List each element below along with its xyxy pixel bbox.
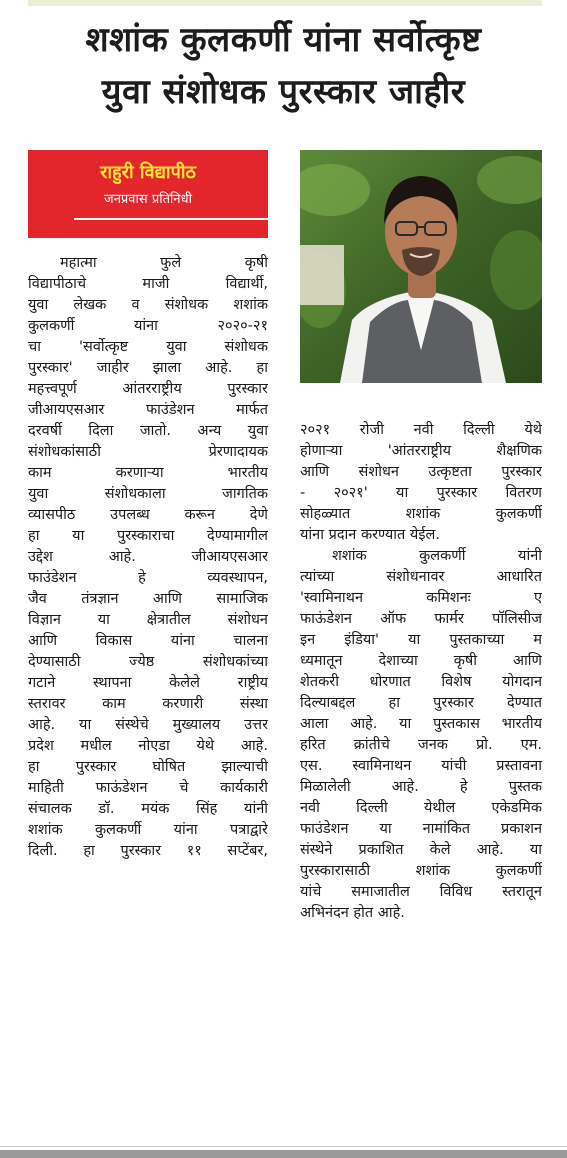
- article-line: विद्यापीठाचे माजी विद्यार्थी,: [28, 276, 268, 292]
- article-line: प्रदेश मधील नोएडा येथे आहे.: [28, 738, 268, 754]
- article-line: शशांक कुलकर्णी यांना पत्राद्वारे: [28, 822, 268, 838]
- article-line: युवा लेखक व संशोधक शशांक: [28, 297, 268, 313]
- article-line: महात्मा फुले कृषी: [60, 255, 268, 271]
- article-line: २०२१ रोजी नवी दिल्ली येथे: [300, 422, 542, 438]
- article-line: दिल्याबद्दल हा पुरस्कार देण्यात: [300, 695, 542, 711]
- article-line: त्यांच्या संशोधनावर आधारित: [300, 569, 542, 585]
- article-line: होणाऱ्या 'आंतरराष्ट्रीय शैक्षणिक: [300, 443, 542, 459]
- article-column-right: [300, 420, 542, 924]
- article-line: चा 'सर्वोत्कृष्ट युवा संशोधक: [28, 339, 268, 355]
- article-line: शशांक कुलकर्णी यांनी: [332, 548, 542, 564]
- article-line: फाऊंडेशन ऑफ फार्मर पॉलिसीज: [300, 611, 542, 627]
- article-line: विज्ञान या क्षेत्रातील संशोधन: [28, 612, 268, 628]
- article-line: पुरस्कार' जाहीर झाला आहे. हा: [28, 360, 268, 376]
- portrait-photo: [300, 150, 542, 383]
- article-line: फाउंडेशन या नामांकित प्रकाशन: [300, 821, 542, 837]
- article-line: मिळालेली आहे. हे पुस्तक: [300, 779, 542, 795]
- dateline-byline: जनप्रवास प्रतिनिधी: [104, 192, 192, 207]
- article-line: अभिनंदन होत आहे.: [300, 905, 405, 921]
- article-line: संशोधकांसाठी प्रेरणादायक: [28, 444, 268, 460]
- article-line: सोहळ्यात शशांक कुलकर्णी: [300, 506, 542, 522]
- bottom-divider-thin: [0, 1146, 567, 1147]
- article-column-left: [28, 253, 268, 862]
- article-line: इन इंडिया' या पुस्तकाच्या म: [300, 632, 542, 648]
- article-line: ध्यमातून देशाच्या कृषी आणि: [300, 653, 542, 669]
- article-line: आणि संशोधन उत्कृष्टता पुरस्कार: [300, 464, 542, 480]
- portrait-illustration: [300, 150, 542, 383]
- article-line: शेतकरी धोरणात विशेष योगदान: [300, 674, 542, 690]
- article-line: आणि विकास यांना चालना: [28, 633, 268, 649]
- article-line: देण्यासाठी ज्येष्ठ संशोधकांच्या: [28, 654, 268, 670]
- article-line: काम करणाऱ्या भारतीय: [28, 465, 268, 481]
- article-line: हा या पुरस्काराचा देण्यामागील: [28, 528, 268, 544]
- article-line: गटाने स्थापना केलेले राष्ट्रीय: [28, 675, 268, 691]
- dateline-box: [28, 150, 268, 238]
- headline-line-2: युवा संशोधक पुरस्कार जाहीर: [101, 72, 466, 112]
- dateline-place: राहुरी विद्यापीठ: [100, 162, 196, 183]
- bottom-divider: [0, 1150, 567, 1158]
- article-line: फाउंडेशन हे व्यवस्थापन,: [28, 570, 268, 586]
- article-line: यांचे समाजातील विविध स्तरातून: [300, 884, 542, 900]
- article-line: संचालक डॉ. मयंक सिंह यांनी: [28, 801, 268, 817]
- article-line: स्तरावर काम करणारी संस्था: [28, 696, 268, 712]
- article-line: व्यासपीठ उपलब्ध करून देणे: [28, 507, 268, 523]
- headline: [10, 14, 557, 118]
- article-line: यांना प्रदान करण्यात येईल.: [300, 527, 440, 543]
- article-line: जैव तंत्रज्ञान आणि सामाजिक: [28, 591, 268, 607]
- headline-line-1: शशांक कुलकर्णी यांना सर्वोत्कृष्ट: [85, 20, 482, 60]
- article-line: 'स्वामिनाथन कमिशनः ए: [300, 590, 542, 606]
- dateline-underline: [74, 218, 270, 220]
- article-line: उद्देश आहे. जीआयएसआर: [28, 549, 268, 565]
- article-line: कुलकर्णी यांना २०२०-२१: [28, 318, 268, 334]
- article-line: दरवर्षी दिला जातो. अन्य युवा: [28, 423, 268, 439]
- article-line: दिली. हा पुरस्कार ११ सप्टेंबर,: [28, 843, 268, 859]
- top-divider: [28, 0, 542, 6]
- article-line: महत्त्वपूर्ण आंतरराष्ट्रीय पुरस्कार: [28, 381, 268, 397]
- article-line: - २०२१' या पुरस्कार वितरण: [300, 485, 542, 501]
- article-line: युवा संशोधकाला जागतिक: [28, 486, 268, 502]
- article-line: हरित क्रांतीचे जनक प्रो. एम.: [300, 737, 542, 753]
- article-line: माहिती फाऊंडेशन चे कार्यकारी: [28, 780, 268, 796]
- article-line: एस. स्वामिनाथन यांची प्रस्तावना: [300, 758, 542, 774]
- article-line: संस्थेने प्रकाशित केले आहे. या: [300, 842, 542, 858]
- article-line: जीआयएसआर फाउंडेशन मार्फत: [28, 402, 268, 418]
- article-line: पुरस्कारासाठी शशांक कुलकर्णी: [300, 863, 542, 879]
- article-line: आला आहे. या पुस्तकास भारतीय: [300, 716, 542, 732]
- article-line: आहे. या संस्थेचे मुख्यालय उत्तर: [28, 717, 268, 733]
- article-line: हा पुरस्कार घोषित झाल्याची: [28, 759, 268, 775]
- article-line: नवी दिल्ली येथील एकेडमिक: [300, 800, 542, 816]
